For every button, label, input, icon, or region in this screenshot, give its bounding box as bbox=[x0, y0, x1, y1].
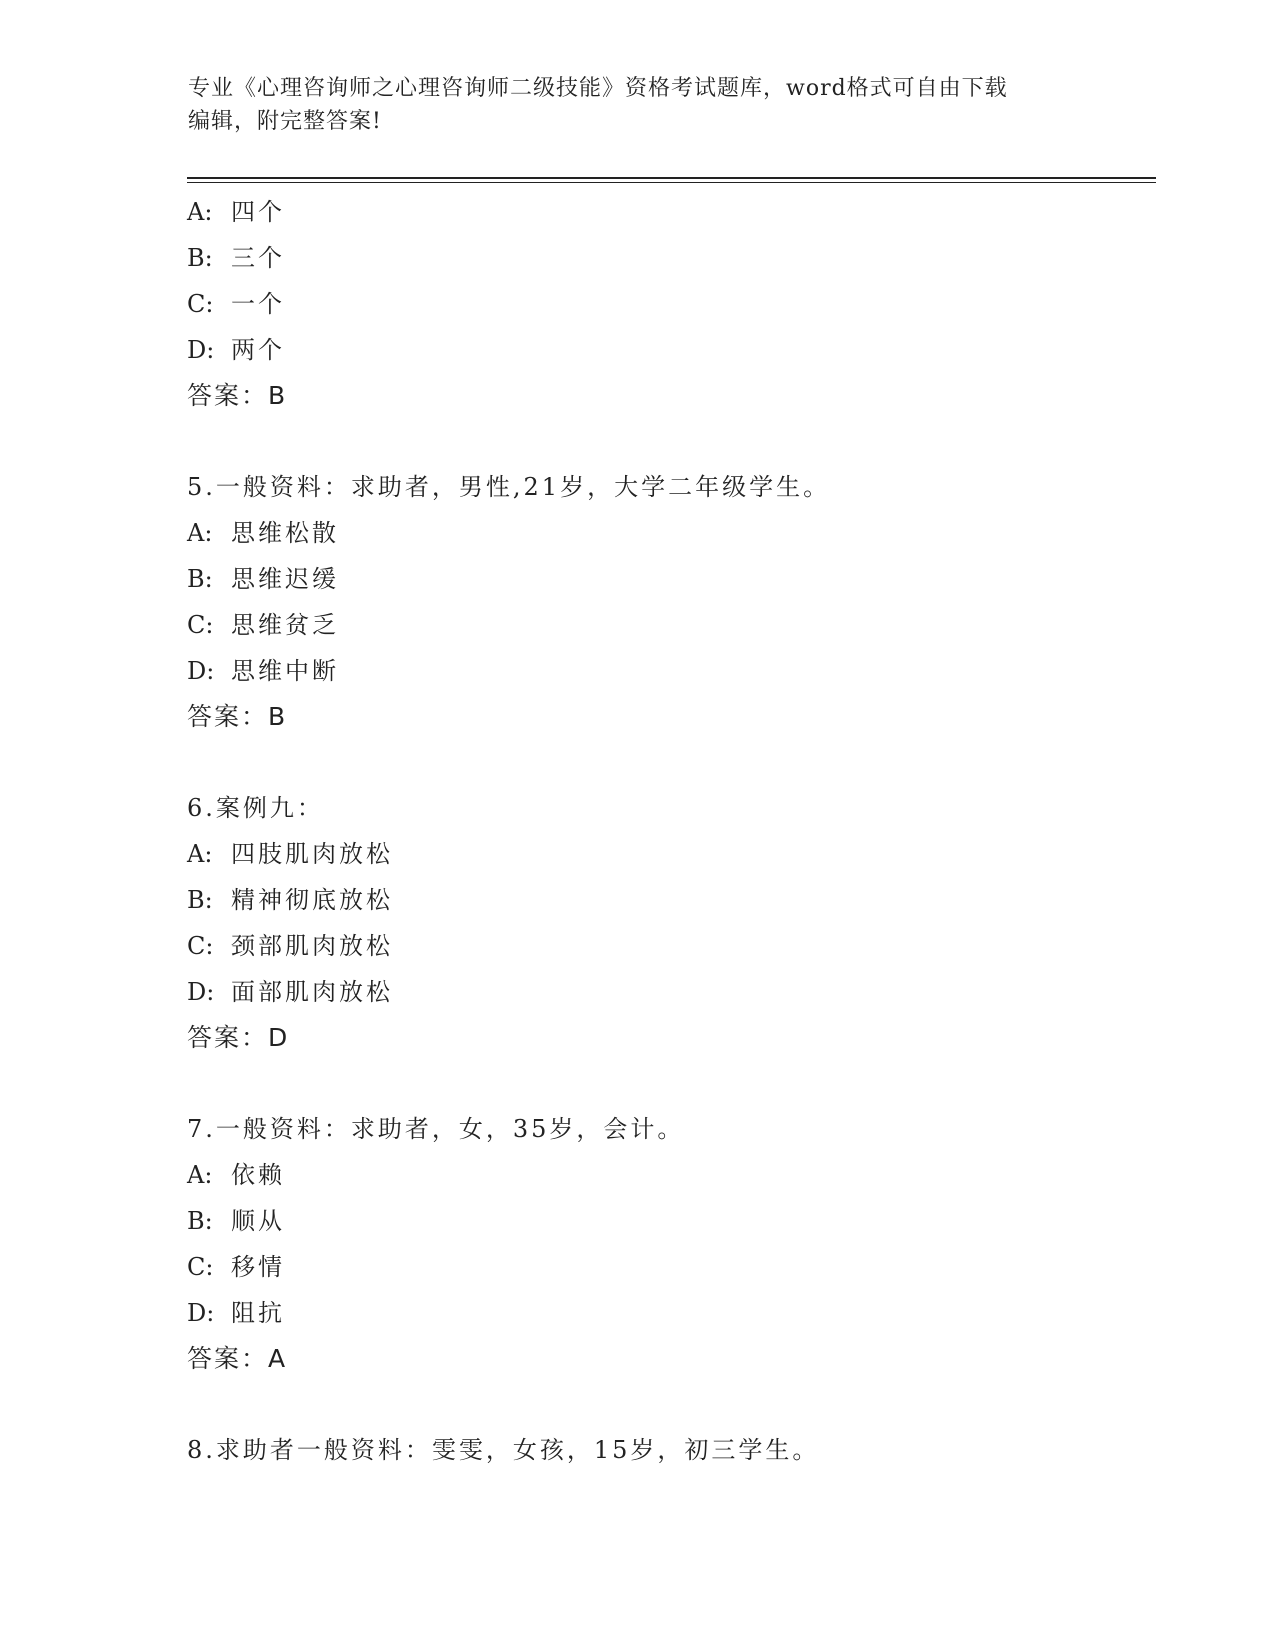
option-c bbox=[187, 923, 1147, 969]
option-letter: A: bbox=[187, 1161, 213, 1189]
option-text: 一个 bbox=[231, 290, 285, 318]
option-text: 精神彻底放松 bbox=[231, 886, 393, 914]
answer: 答案：B bbox=[187, 381, 288, 410]
option-d bbox=[187, 648, 1147, 694]
option-b bbox=[187, 1198, 1147, 1244]
option-letter: A: bbox=[187, 519, 213, 547]
option-b bbox=[187, 877, 1147, 923]
option-a bbox=[187, 189, 1147, 235]
question-spacer bbox=[187, 419, 1147, 464]
option-text: 顺从 bbox=[231, 1207, 285, 1235]
question-spacer bbox=[187, 740, 1147, 785]
option-letter: C: bbox=[187, 1253, 214, 1281]
option-letter: C: bbox=[187, 932, 214, 960]
answer: 答案：A bbox=[187, 1344, 288, 1373]
header-line-2: 编辑，附完整答案! bbox=[188, 109, 382, 134]
question-6 bbox=[187, 785, 1147, 1061]
option-text: 三个 bbox=[231, 244, 285, 272]
question-stem: 7.一般资料：求助者，女，35岁，会计。 bbox=[187, 1115, 685, 1143]
question-7 bbox=[187, 1106, 1147, 1382]
header-line-1: 专业《心理咨询师之心理咨询师二级技能》资格考试题库，word格式可自由下载 bbox=[188, 76, 1008, 101]
option-b bbox=[187, 556, 1147, 602]
option-text: 移情 bbox=[231, 1253, 285, 1281]
question-stem: 6.案例九： bbox=[187, 794, 324, 822]
header-divider-thick bbox=[187, 177, 1156, 179]
option-a bbox=[187, 510, 1147, 556]
question-5 bbox=[187, 464, 1147, 740]
option-letter: C: bbox=[187, 290, 214, 318]
option-text: 四个 bbox=[231, 198, 285, 226]
option-letter: D: bbox=[187, 1299, 215, 1327]
option-d bbox=[187, 327, 1147, 373]
header-divider-thin bbox=[187, 182, 1156, 183]
option-letter: B: bbox=[187, 244, 213, 272]
option-c bbox=[187, 1244, 1147, 1290]
option-letter: A: bbox=[187, 840, 213, 868]
option-letter: C: bbox=[187, 611, 214, 639]
question-list bbox=[187, 189, 1147, 1473]
option-text: 面部肌肉放松 bbox=[231, 978, 393, 1006]
option-letter: D: bbox=[187, 978, 215, 1006]
option-d bbox=[187, 1290, 1147, 1336]
option-a bbox=[187, 1152, 1147, 1198]
option-c bbox=[187, 602, 1147, 648]
option-letter: D: bbox=[187, 657, 215, 685]
question-stem: 5.一般资料：求助者，男性,21岁，大学二年级学生。 bbox=[187, 473, 831, 501]
option-letter: B: bbox=[187, 1207, 213, 1235]
option-text: 思维中断 bbox=[231, 657, 339, 685]
question-spacer bbox=[187, 1061, 1147, 1106]
option-text: 四肢肌肉放松 bbox=[231, 840, 393, 868]
option-letter: A: bbox=[187, 198, 213, 226]
option-text: 思维松散 bbox=[231, 519, 339, 547]
question-stem: 8.求助者一般资料：雯雯，女孩，15岁，初三学生。 bbox=[187, 1436, 820, 1464]
option-a bbox=[187, 831, 1147, 877]
option-c bbox=[187, 281, 1147, 327]
option-letter: D: bbox=[187, 336, 215, 364]
question-8 bbox=[187, 1427, 1147, 1473]
option-text: 颈部肌肉放松 bbox=[231, 932, 393, 960]
option-d bbox=[187, 969, 1147, 1015]
option-text: 依赖 bbox=[231, 1161, 285, 1189]
option-letter: B: bbox=[187, 565, 213, 593]
option-letter: B: bbox=[187, 886, 213, 914]
document-header bbox=[188, 72, 1068, 138]
answer: 答案：B bbox=[187, 702, 288, 731]
option-b bbox=[187, 235, 1147, 281]
question-4 bbox=[187, 189, 1147, 419]
answer: 答案：D bbox=[187, 1023, 290, 1052]
option-text: 两个 bbox=[231, 336, 285, 364]
option-text: 思维贫乏 bbox=[231, 611, 339, 639]
question-spacer bbox=[187, 1382, 1147, 1427]
option-text: 思维迟缓 bbox=[231, 565, 339, 593]
option-text: 阻抗 bbox=[231, 1299, 285, 1327]
